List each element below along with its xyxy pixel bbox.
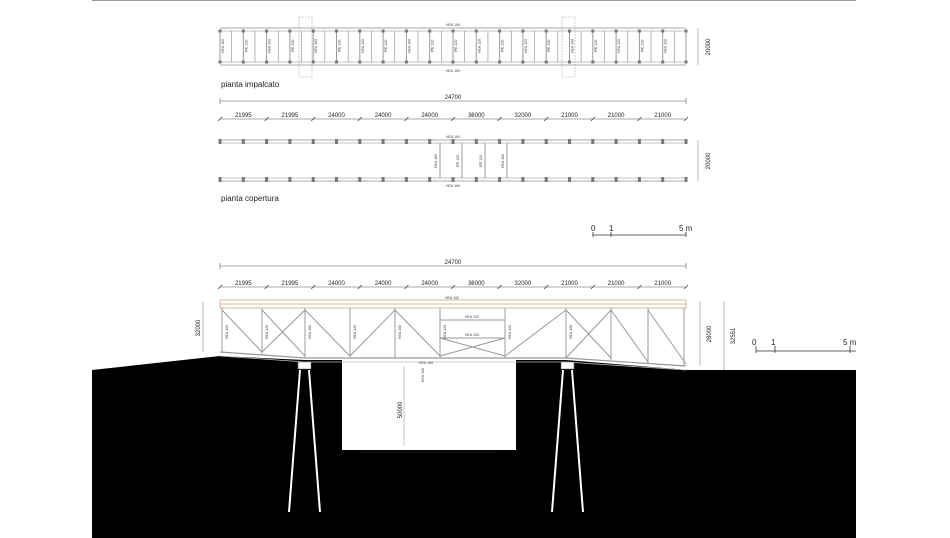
pile-left-cap: [298, 362, 311, 369]
deck-beam-label: IPE 120: [244, 39, 249, 53]
roof-node: [312, 139, 315, 144]
caption-pianta-impalcato: pianta impalcato: [221, 80, 280, 89]
dim-segment-text: 21995: [281, 113, 299, 119]
dim-segment-text: 21995: [281, 281, 299, 287]
deck-edge-label-bottom: HEA 160: [445, 69, 461, 73]
roof-node: [428, 139, 431, 144]
dim-segment-text: 36000: [467, 281, 485, 287]
deck-beam-label: IPE 120: [290, 39, 295, 53]
roof-node: [312, 177, 315, 182]
roof-node: [265, 139, 268, 144]
deck-node: [428, 61, 431, 64]
deck-node: [568, 30, 571, 33]
deck-node: [661, 61, 664, 64]
scale2-label-1: 1: [771, 338, 776, 347]
deck-node: [452, 30, 455, 33]
roof-node: [405, 177, 408, 182]
roof-node: [615, 177, 618, 182]
dim-chain-1: [218, 95, 688, 121]
deck-node: [498, 30, 501, 33]
roof-node: [219, 177, 222, 182]
dim1-total-text: 24700: [444, 95, 462, 101]
roof-node: [521, 177, 524, 182]
roof-edge-label-top: HEA 160: [445, 135, 461, 139]
deck-beam-label: HEA 120: [617, 38, 622, 54]
roof-node: [638, 177, 641, 182]
roof-node: [591, 177, 594, 182]
diag-12: [611, 310, 648, 362]
deck-node: [358, 30, 361, 33]
dim2-segments: [218, 281, 688, 289]
dim-segment-text: 21000: [561, 113, 578, 119]
deck-node: [288, 30, 291, 33]
dim-segment-text: 21000: [607, 113, 625, 119]
roof-node: [405, 139, 408, 144]
deck-node: [521, 30, 524, 33]
roof-node: [288, 177, 291, 182]
roof-node: [545, 177, 548, 182]
deck-node: [312, 61, 315, 64]
pit-edge-label: HEA 160: [421, 368, 425, 383]
deck-node: [219, 30, 222, 33]
truss-post-label: HEA 160: [398, 324, 402, 340]
deck-node: [568, 61, 571, 64]
dim-segment-text: 24000: [421, 113, 439, 119]
deck-node: [288, 61, 291, 64]
dim-segment-text: 24000: [374, 113, 392, 119]
roof-node: [265, 177, 268, 182]
roof-node: [591, 139, 594, 144]
dim-segment-text: 21000: [654, 113, 672, 119]
deck-node: [591, 61, 594, 64]
deck-node: [382, 30, 385, 33]
pit-depth-text: 50000: [398, 401, 404, 419]
roof-edge-label-bottom: HEA 160: [445, 184, 461, 188]
deck-highlight-left: [299, 17, 312, 77]
roof-beam-label: IPE 120: [479, 154, 483, 168]
roof-node: [685, 177, 688, 182]
roof-beam-label: HEA 160: [501, 153, 505, 169]
deck-beam-label: HEA 160: [570, 38, 575, 54]
deck-node: [498, 61, 501, 64]
roof-node: [242, 177, 245, 182]
deck-cross-beams: [219, 30, 688, 64]
roof-node: [498, 139, 501, 144]
deck-node: [638, 30, 641, 33]
dim-segment-text: 32000: [514, 281, 532, 287]
roof-node: [288, 139, 291, 144]
deck-node: [358, 61, 361, 64]
deck-node: [615, 30, 618, 33]
pile-right-cap: [561, 362, 574, 369]
roof-cross-beams: [434, 143, 507, 178]
deck-node: [521, 61, 524, 64]
truss-low-label: HEA 120: [464, 333, 480, 337]
roof-width-dim-text: 20000: [706, 152, 712, 170]
deck-beam-label: IPE 120: [547, 39, 552, 53]
dim-segment-text: 21000: [607, 281, 625, 287]
truss-post-label: HEA 120: [265, 324, 269, 340]
dim-segment-text: 32000: [514, 113, 532, 119]
deck-node: [545, 30, 548, 33]
caption-pianta-copertura: pianta copertura: [221, 194, 279, 203]
roof-node: [521, 139, 524, 144]
roof-node: [475, 139, 478, 144]
deck-node: [685, 61, 688, 64]
deck-width-dim-text: 20000: [706, 38, 712, 56]
deck-node: [638, 61, 641, 64]
truss-top-label: HEA 160: [444, 296, 460, 300]
deck-beam-label: HEA 120: [267, 38, 272, 54]
deck-beam-label: HEA 120: [663, 38, 668, 54]
deck-node: [591, 30, 594, 33]
dim-segment-text: 21995: [234, 113, 252, 119]
deck-node: [475, 61, 478, 64]
deck-node: [265, 30, 268, 33]
dim-segment-text: 24000: [328, 113, 345, 119]
deck-node: [335, 61, 338, 64]
scale1-label-5: 5 m: [679, 224, 693, 233]
roof-node: [685, 139, 688, 144]
roof-node: [452, 177, 455, 182]
deck-node: [475, 30, 478, 33]
roof-node: [498, 177, 501, 182]
plan-deck: [219, 17, 713, 77]
scale-bar-1: [591, 224, 693, 237]
deck-edge-label-top: HEA 160: [445, 23, 461, 27]
section-right-dim-text: 28000: [707, 325, 713, 343]
roof-node: [358, 139, 361, 144]
roof-beam-label: HEA 160: [434, 153, 438, 169]
roof-node: [382, 139, 385, 144]
dim-segment-text: 36000: [467, 113, 485, 119]
truss-elevation: [220, 296, 686, 370]
roof-node: [568, 177, 571, 182]
deck-beam-label: IPE 120: [640, 39, 645, 53]
truss-post-label: HEA 160: [308, 324, 312, 340]
section-left-dim-text: 32000: [196, 319, 202, 337]
scale1-label-1: 1: [609, 224, 614, 233]
roof-node: [475, 177, 478, 182]
roof-node: [335, 139, 338, 144]
deck-node: [242, 30, 245, 33]
roof-node: [661, 177, 664, 182]
deck-node: [312, 30, 315, 33]
diag-9: [505, 310, 566, 356]
truss-post-label: HEA 160: [569, 324, 573, 340]
roof-node-marks: [219, 139, 688, 182]
plan-roof: [219, 135, 713, 188]
truss-bottom-label: HEA 160: [418, 361, 434, 365]
dim-segment-text: 21995: [234, 281, 252, 287]
deck-beam-label: IPE 120: [454, 39, 458, 53]
deck-node: [219, 61, 222, 64]
deck-beam-label: HEA 120: [477, 38, 482, 54]
roof-node: [219, 139, 222, 144]
truss-post-label: HEA 160: [225, 324, 229, 340]
roof-node: [382, 177, 385, 182]
dim-chain-2: [218, 260, 688, 289]
diag-13: [648, 310, 686, 364]
deck-node: [265, 61, 268, 64]
deck-beam-label: HEA 160: [221, 38, 225, 54]
deck-node: [335, 30, 338, 33]
truss-mid-label: HEA 120: [464, 315, 480, 319]
dim-segment-text: 24000: [421, 281, 439, 287]
roof-beam-label: IPE 120: [456, 154, 460, 168]
dim2-total-text: 24700: [444, 260, 462, 266]
deck-beam-label: HEA 160: [314, 38, 319, 54]
dim-segment-text: 21000: [561, 281, 578, 287]
roof-node: [638, 139, 641, 144]
deck-node: [615, 61, 618, 64]
scale1-label-0: 0: [591, 224, 596, 233]
deck-node: [685, 30, 688, 33]
deck-beam-label: IPE 120: [384, 39, 389, 53]
truss-diagonals: [222, 310, 686, 364]
deck-node: [661, 30, 664, 33]
deck-beam-label: IPE 120: [593, 39, 598, 53]
excavation-pit: [342, 360, 516, 450]
deck-beam-label: HEA 120: [523, 38, 528, 54]
roof-node: [242, 139, 245, 144]
deck-node: [545, 61, 548, 64]
scale2-label-0: 0: [752, 338, 757, 347]
dim1-segments: [218, 113, 688, 121]
section-right-dim-text-2: 32551: [731, 327, 737, 345]
truss-post-label: HEA 120: [443, 324, 447, 340]
scale-bar-2: [752, 338, 857, 353]
deck-node: [452, 61, 455, 64]
scale2-label-5: 5 m: [843, 338, 857, 347]
roof-node: [545, 139, 548, 144]
deck-beam-label: HEA 160: [407, 38, 412, 54]
deck-node: [428, 30, 431, 33]
deck-node: [382, 61, 385, 64]
deck-beam-label: IPE 120: [430, 39, 435, 53]
dim-segment-text: 21000: [654, 281, 672, 287]
truss-post-label: HEA 120: [353, 324, 357, 340]
roof-node: [661, 139, 664, 144]
roof-node: [428, 177, 431, 182]
deck-node: [405, 61, 408, 64]
roof-node: [568, 139, 571, 144]
deck-node: [405, 30, 408, 33]
deck-beam-label: IPE 120: [337, 39, 342, 53]
deck-node: [242, 61, 245, 64]
truss-post-label: HEA 120: [508, 324, 512, 340]
deck-beam-label: IPE 120: [500, 39, 505, 53]
dim-segment-text: 24000: [328, 281, 345, 287]
deck-beam-label: HEA 120: [360, 38, 365, 54]
roof-node: [335, 177, 338, 182]
roof-node: [615, 139, 618, 144]
dim-segment-text: 24000: [374, 281, 392, 287]
roof-node: [452, 139, 455, 144]
roof-node: [358, 177, 361, 182]
